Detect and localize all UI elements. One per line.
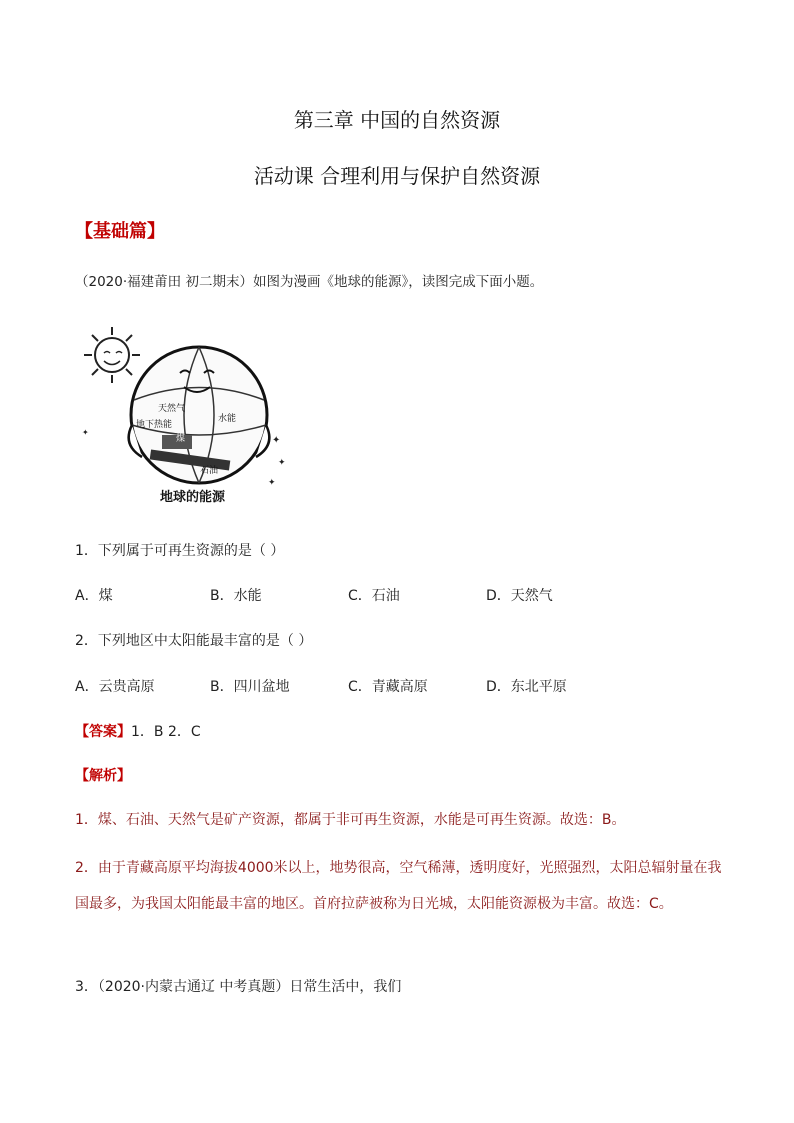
earth-drawing xyxy=(129,347,270,483)
analysis-heading: 【解析】 xyxy=(75,768,131,784)
q1-option-d: D．天然气 xyxy=(486,588,553,604)
q1-option-a: A．煤 xyxy=(75,588,113,604)
label-hydropower: 水能 xyxy=(218,414,237,424)
svg-text:✦: ✦ xyxy=(278,458,286,468)
lesson-title: 活动课 合理利用与保护自然资源 xyxy=(253,164,541,188)
q1-option-c: C．石油 xyxy=(348,588,400,604)
question-source: （2020·福建莆田 初二期末）如图为漫画《地球的能源》，读图完成下面小题。 xyxy=(75,274,544,290)
question-2-stem: 2．下列地区中太阳能最丰富的是（ ） xyxy=(75,633,313,649)
svg-text:✦: ✦ xyxy=(82,428,89,437)
section-heading: 【基础篇】 xyxy=(75,221,165,242)
sun-drawing xyxy=(84,327,140,383)
label-coal: 煤 xyxy=(176,434,186,444)
svg-text:✦: ✦ xyxy=(268,478,276,488)
q1-option-b: B．水能 xyxy=(210,588,262,604)
question-3-stem: 3．（2020·内蒙古通辽 中考真题）日常生活中，我们 xyxy=(75,979,402,995)
q2-option-d: D．东北平原 xyxy=(486,679,567,695)
cartoon-caption: 地球的能源 xyxy=(160,490,226,505)
analysis-item-1: 1．煤、石油、天然气是矿产资源，都属于非可再生资源，水能是可再生资源。故选：B。 xyxy=(75,812,626,828)
label-geothermal: 地下热能 xyxy=(136,420,173,430)
svg-text:✦: ✦ xyxy=(272,435,281,446)
label-oil: 石油 xyxy=(200,466,219,476)
answer-text: 1．B 2．C xyxy=(131,724,201,740)
chapter-title: 第三章 中国的自然资源 xyxy=(293,108,501,132)
analysis-item-2: 2．由于青藏高原平均海拔4000米以上，地势很高，空气稀薄，透明度好，光照强烈，太阳总辐射量在我国最多，为我国太阳能最丰富的地区。首府拉萨被称为日光城，太阳能资源极为丰富。故选：C。 xyxy=(75,860,722,912)
answer-label: 【答案】 xyxy=(75,724,131,740)
question-1-stem: 1．下列属于可再生资源的是（ ） xyxy=(75,543,285,559)
q2-option-c: C．青藏高原 xyxy=(348,679,428,695)
q2-option-a: A．云贵高原 xyxy=(75,679,155,695)
answer-line xyxy=(75,721,201,741)
label-natural-gas: 天然气 xyxy=(158,404,186,414)
q2-option-b: B．四川盆地 xyxy=(210,679,290,695)
earth-energy-cartoon xyxy=(72,315,292,515)
